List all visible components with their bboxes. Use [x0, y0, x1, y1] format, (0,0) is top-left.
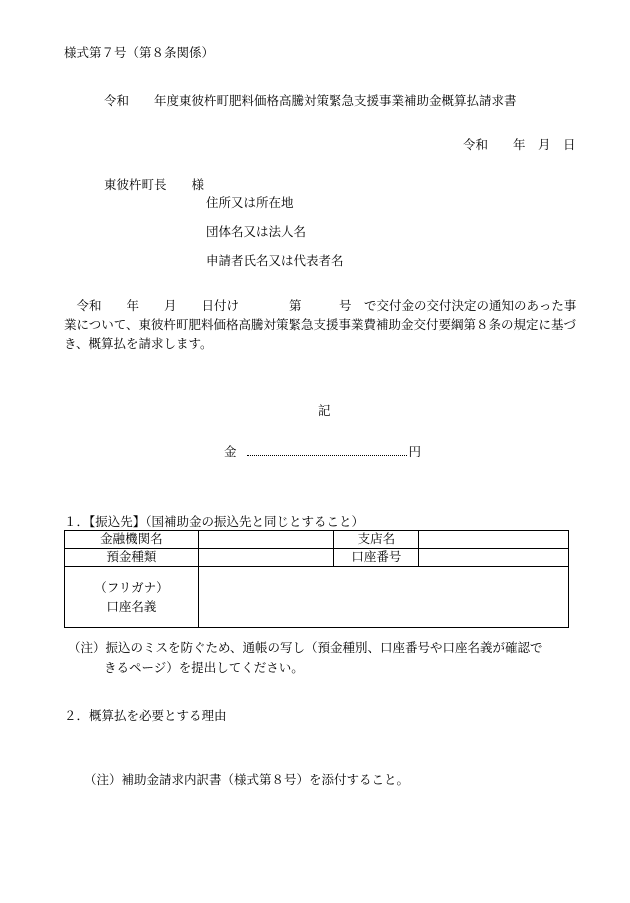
form-number: 様式第７号（第８条関係）	[64, 45, 215, 60]
table-row	[65, 567, 569, 628]
applicant-representative-label: 申請者氏名又は代表者名	[206, 253, 344, 268]
deposit-type-value[interactable]	[198, 549, 334, 567]
account-name-label: 口座名義	[106, 599, 157, 614]
bank-account-table	[64, 530, 569, 628]
amount-prefix: 金	[224, 444, 237, 459]
document-title: 令和 年度東彼杵町肥料価格高騰対策緊急支援事業補助金概算払請求書	[104, 93, 517, 108]
account-number-label: 口座番号	[334, 549, 419, 567]
account-name-label-cell	[65, 567, 199, 628]
account-number-value[interactable]	[419, 549, 569, 567]
branch-value[interactable]	[419, 531, 569, 549]
amount-blank[interactable]	[247, 446, 407, 456]
date-line: 令和 年 月 日	[463, 137, 576, 152]
section2-heading: ２．概算払を必要とする理由	[64, 708, 227, 723]
amount-row	[224, 446, 421, 459]
bank-name-label: 金融機関名	[65, 531, 199, 549]
applicant-address-label: 住所又は所在地	[206, 195, 294, 210]
deposit-type-label: 預金種類	[65, 549, 199, 567]
record-heading: 記	[318, 403, 331, 418]
table-row	[65, 531, 569, 549]
furigana-label: （フリガナ）	[94, 580, 169, 595]
section1-heading: １．【振込先】（国補助金の振込先と同じとすること）	[64, 514, 365, 529]
account-name-value[interactable]	[198, 567, 568, 628]
attachment-note: （注）補助金請求内訳書（様式第８号）を添付すること。	[84, 772, 410, 787]
transfer-note-line1: （注）振込のミスを防ぐため、通帳の写し（預金種別、口座番号や口座名義が確認で	[68, 640, 543, 655]
branch-label: 支店名	[334, 531, 419, 549]
addressee: 東彼杵町長 様	[104, 177, 205, 192]
transfer-note	[68, 638, 588, 678]
table-row	[65, 549, 569, 567]
transfer-note-line2: きるページ）を提出してください。	[104, 660, 304, 675]
request-paragraph: 令和 年 月 日付け 第 号 で交付金の交付決定の通知のあった事業について、東彼杵町肥料価格高騰対策緊急支援事業費補助金交付要綱第８条の規定に基づき、概算払を請求します。	[64, 298, 577, 351]
bank-name-value[interactable]	[198, 531, 334, 549]
amount-suffix: 円	[408, 444, 422, 459]
applicant-org-label: 団体名又は法人名	[206, 224, 307, 239]
